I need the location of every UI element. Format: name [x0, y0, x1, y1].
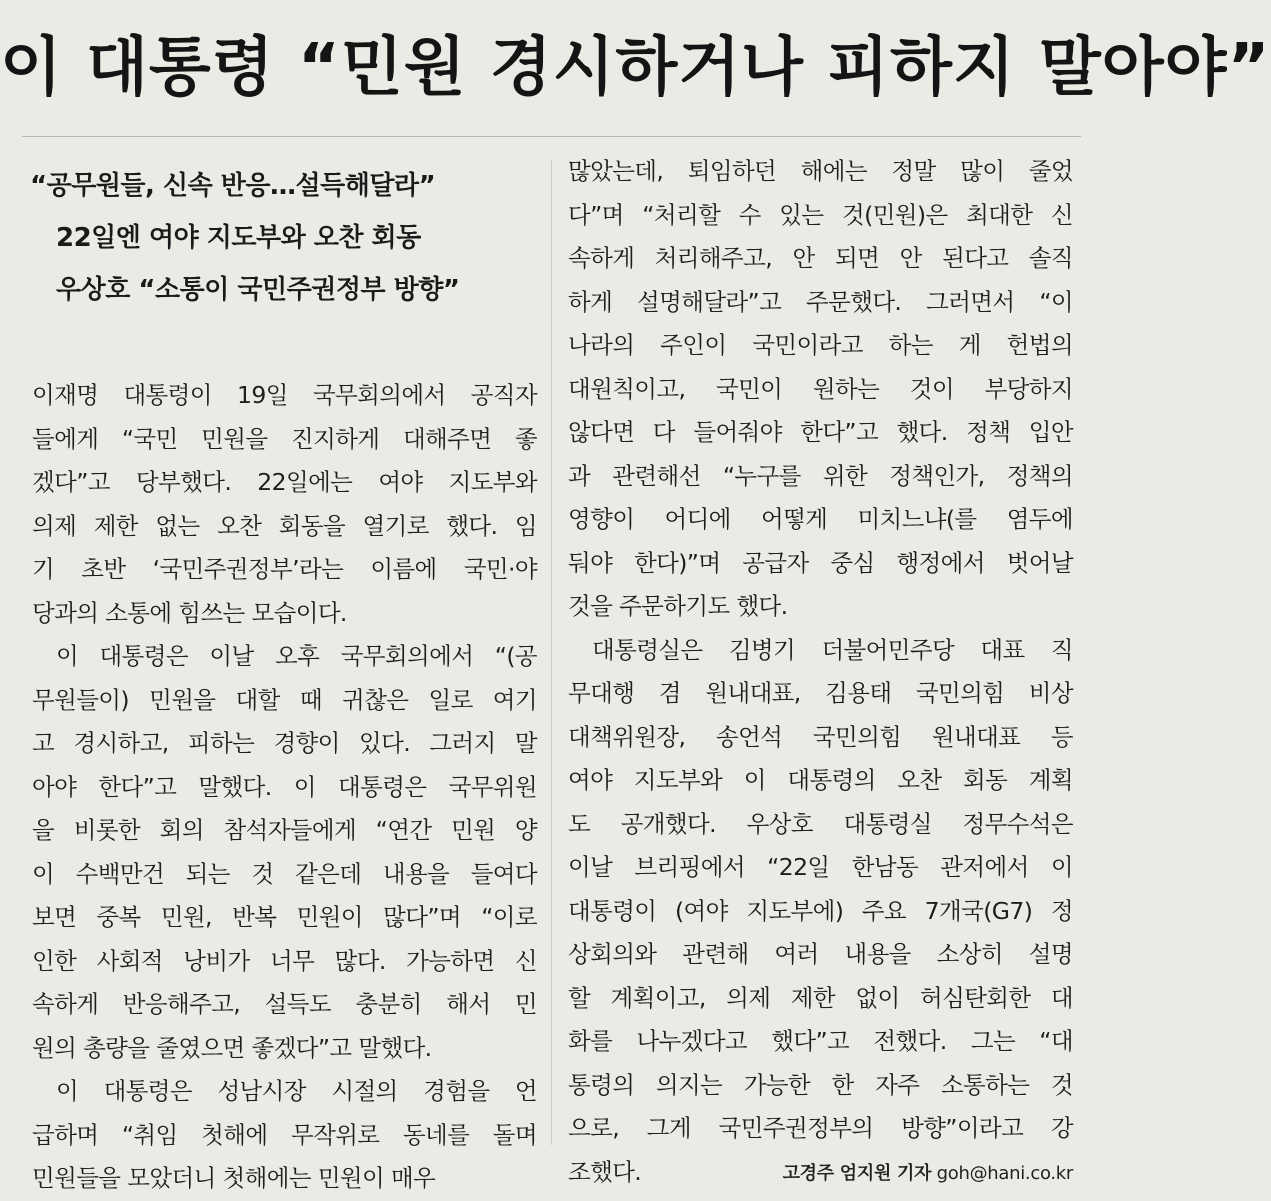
- text-line: 속하게 처리해주고, 안 되면 안 된다고 솔직: [568, 244, 1073, 272]
- subhead-3: 우상호 “소통이 국민주권정부 방향”: [56, 275, 460, 305]
- text-line: 영향이 어디에 어떻게 미치느냐(를 염두에: [568, 505, 1073, 533]
- text-line: 고 경시하고, 피하는 경향이 있다. 그러지 말: [32, 729, 537, 757]
- text-line: 이 대통령은 이날 오후 국무회의에서 “(공: [56, 642, 537, 670]
- text-line: 기 초반 ‘국민주권정부’라는 이름에 국민·야: [32, 555, 537, 583]
- subheads: [32, 150, 537, 356]
- column-divider: [551, 160, 552, 1145]
- text-line: 이 대통령은 성남시장 시절의 경험을 언: [56, 1077, 537, 1105]
- text-line: 여야 지도부와 이 대통령의 오찬 회동 계획: [568, 766, 1073, 794]
- byline-row: [568, 1151, 1073, 1195]
- byline: [783, 1159, 1073, 1185]
- headline: 이 대통령 “민원 경시하거나 피하지 말아야”: [0, 31, 1271, 105]
- text-line: 으로, 그게 국민주권정부의 방향”이라고 강: [568, 1114, 1073, 1142]
- text-line: 화를 나누겠다고 했다”고 전했다. 그는 “대: [568, 1027, 1073, 1055]
- text-line: 다”며 “처리할 수 있는 것(민원)은 최대한 신: [568, 200, 1073, 229]
- text-line: 이 수백만건 되는 것 같은데 내용을 들여다: [32, 859, 537, 888]
- paragraph: [32, 1070, 537, 1201]
- subhead-2: 22일엔 여야 지도부와 오찬 회동: [56, 223, 421, 253]
- text-line: 과 관련해선 “누구를 위한 정책인가, 정책의: [568, 461, 1073, 490]
- text-line: 겠다”고 당부했다. 22일에는 여야 지도부와: [32, 468, 537, 496]
- text-line: 않다면 다 들어줘야 한다”고 했다. 정책 입안: [568, 418, 1073, 446]
- text-line: 무원들이) 민원을 대할 때 귀찮은 일로 여기: [32, 685, 537, 714]
- text-line: 이재명 대통령이 19일 국무회의에서 공직자: [32, 381, 537, 409]
- text-line: 대통령이 (여야 지도부에) 주요 7개국(G7) 정: [568, 896, 1073, 925]
- text-line: 급하며 “취임 첫해에 무작위로 동네를 돌며: [32, 1120, 537, 1149]
- text-line: 것을 주문하기도 했다.: [568, 592, 788, 620]
- text-line: 민원들을 모았더니 첫해에는 민원이 매우: [32, 1164, 436, 1192]
- text-line: 나라의 주인이 국민이라고 하는 게 헌법의: [568, 331, 1073, 359]
- text-line: 하게 설명해달라”고 주문했다. 그러면서 “이: [568, 287, 1073, 316]
- text-line: 무대행 겸 원내대표, 김용태 국민의힘 비상: [568, 679, 1073, 707]
- text-line: 들에게 “국민 민원을 진지하게 대해주면 좋: [32, 424, 537, 453]
- text-line: 아야 한다”고 말했다. 이 대통령은 국무위원: [32, 772, 537, 801]
- headline-rule: [22, 136, 1081, 137]
- right-column-body: [568, 150, 1073, 1194]
- text-line: 당과의 소통에 힘쓰는 모습이다.: [32, 598, 347, 627]
- text-line: 이날 브리핑에서 “22일 한남동 관저에서 이: [568, 853, 1073, 881]
- text-line: 의제 제한 없는 오찬 회동을 열기로 했다. 임: [32, 511, 537, 540]
- subhead-1: “공무원들, 신속 반응…설득해달라”: [30, 171, 436, 201]
- text-line: 원의 총량을 줄였으면 좋겠다”고 말했다.: [32, 1033, 432, 1062]
- byline-names: 고경주 엄지원 기자: [782, 1163, 932, 1185]
- text-line: 많았는데, 퇴임하던 해에는 정말 많이 줄었: [568, 157, 1073, 185]
- left-column: [32, 150, 537, 1201]
- text-line: 통령의 의지는 가능한 한 자주 소통하는 것: [568, 1070, 1073, 1099]
- paragraph: [32, 635, 537, 1070]
- text-line: 상회의와 관련해 여러 내용을 소상히 설명: [568, 940, 1073, 968]
- text-line: 대원칙이고, 국민이 원하는 것이 부당하지: [568, 374, 1073, 403]
- paragraph: [568, 150, 1073, 629]
- text-line: 도 공개했다. 우상호 대통령실 정무수석은: [568, 809, 1073, 838]
- text-line: 조했다.: [568, 1157, 642, 1186]
- paragraph: [568, 629, 1073, 1195]
- paragraph: [32, 374, 537, 635]
- byline-email: goh@hani.co.kr: [931, 1163, 1073, 1185]
- text-line: 보면 중복 민원, 반복 민원이 많다”며 “이로: [32, 903, 537, 931]
- text-line: 속하게 반응해주고, 설득도 충분히 해서 민: [32, 990, 537, 1018]
- text-line: 둬야 한다)”며 공급자 중심 행정에서 벗어날: [568, 548, 1073, 577]
- text-line: 대통령실은 김병기 더불어민주당 대표 직: [592, 635, 1073, 664]
- text-line: 대책위원장, 송언석 국민의힘 원내대표 등: [568, 722, 1073, 751]
- left-column-body: [32, 374, 537, 1201]
- text-line: 인한 사회적 낭비가 너무 많다. 가능하면 신: [32, 946, 537, 975]
- text-line: 을 비롯한 회의 참석자들에게 “연간 민원 양: [32, 816, 537, 844]
- text-line: 할 계획이고, 의제 제한 없이 허심탄회한 대: [568, 983, 1073, 1012]
